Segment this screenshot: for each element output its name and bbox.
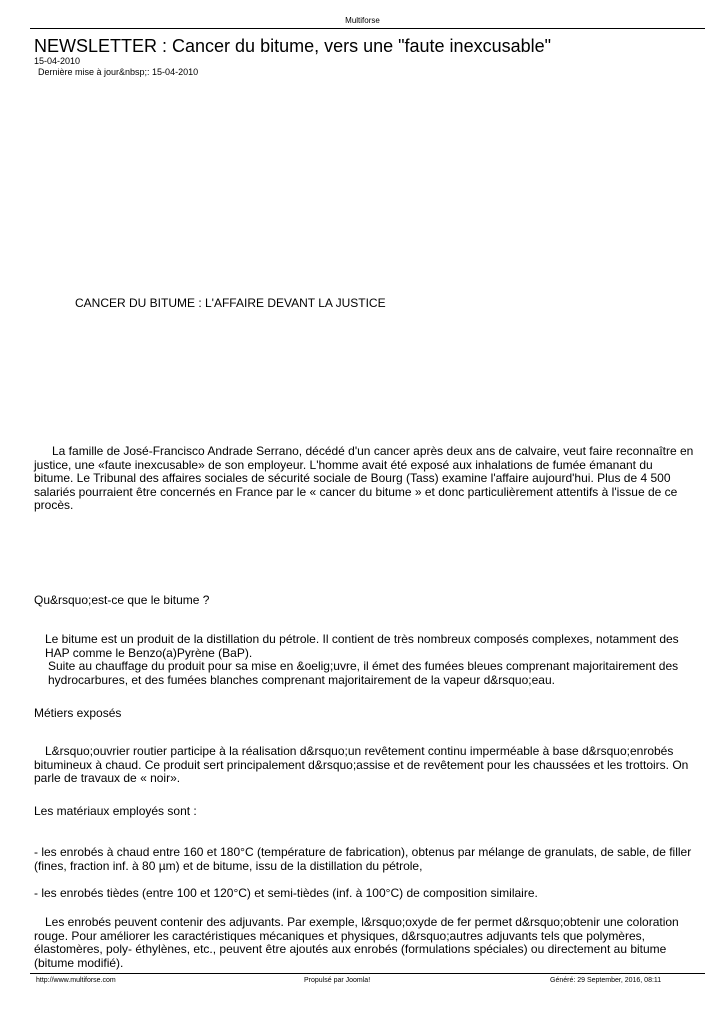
- footer-url: http://www.multiforse.com: [36, 977, 116, 984]
- article-date: 15-04-2010: [34, 56, 81, 66]
- footer-generated: Généré: 29 September, 2016, 08:11: [550, 977, 662, 984]
- bitume-paragraph: [34, 633, 694, 687]
- enrobes-chaud-item: - les enrobés à chaud entre 160 et 180°C (température de fabrication), obtenus par mélange de granulats, de sable, de filler (fines, fraction inf. à 80 µm) et de bitume, issu de la distillation du pétrole,: [34, 845, 692, 873]
- section-heading: CANCER DU BITUME : L'AFFAIRE DEVANT LA JUSTICE: [75, 296, 386, 310]
- ouvrier-text: L&rsquo;ouvrier routier participe à la réalisation d&rsquo;un revêtement continu imperméable à base d&rsquo;enrobés bitumineux à chaud. Ce produit sert principalement d&rsquo;assise et de revêtement pour les chaussées et les trottoirs. On parle de travaux de « noir».: [34, 744, 689, 785]
- last-updated: Dernière mise à jour&nbsp;: 15-04-2010: [38, 67, 199, 77]
- enrobes-tiedes-item: - les enrobés tièdes (entre 100 et 120°C) et semi-tièdes (inf. à 100°C) de composition similaire.: [34, 886, 538, 900]
- site-name: Multiforse: [345, 16, 380, 25]
- article-title: NEWSLETTER : Cancer du bitume, vers une "faute inexcusable": [34, 36, 552, 56]
- footer-powered: Propulsé par Joomla!: [304, 977, 371, 984]
- materiaux-intro: Les matériaux employés sont :: [34, 804, 197, 818]
- question-heading: Qu&rsquo;est-ce que le bitume ?: [34, 593, 210, 607]
- intro-text: La famille de José-Francisco Andrade Serrano, décédé d'un cancer après deux ans de calvaire, veut faire reconnaître en justice, une «faute inexcusable» de son employeur. L'homme avait été exposé aux inhalations de fumée émanant du bitume. Le Tribunal des affaires sociales de sécurité sociale de Bourg (Tass) examine l'affaire aujourd'hui. Plus de 4 500 salariés pourraient être concernés en France par le « cancer du bitume » et donc particulièrement attentifs à l'issue de ce procès.: [34, 444, 694, 512]
- bitume-fumes: Suite au chauffage du produit pour sa mise en &oelig;uvre, il émet des fumées bleues comprenant majoritairement des hydrocarbures, et des fumées blanches comprenant majoritairement de la vapeur d&rsquo;eau.: [48, 659, 679, 687]
- footer-divider: [30, 973, 705, 974]
- adjuvants-paragraph: [34, 916, 694, 970]
- intro-paragraph: [34, 445, 694, 513]
- header-divider: [30, 28, 705, 29]
- adjuvants-text: Les enrobés peuvent contenir des adjuvants. Par exemple, l&rsquo;oxyde de fer permet d&rsquo;obtenir une coloration rouge. Pour améliorer les caractéristiques mécaniques et physiques, d&rsquo;autres adjuvants tels que polymères, élastomères, poly- éthylènes, etc., peuvent être ajoutés aux enrobés (formulations spéciales) ou directement au bitume (bitume modifié).: [34, 915, 679, 970]
- ouvrier-paragraph: [34, 745, 694, 786]
- bitume-definition: Le bitume est un produit de la distillation du pétrole. Il contient de très nombreux composés complexes, notamment des HAP comme le Benzo(a)Pyrène (BaP).: [45, 632, 679, 660]
- metiers-heading: Métiers exposés: [34, 706, 122, 720]
